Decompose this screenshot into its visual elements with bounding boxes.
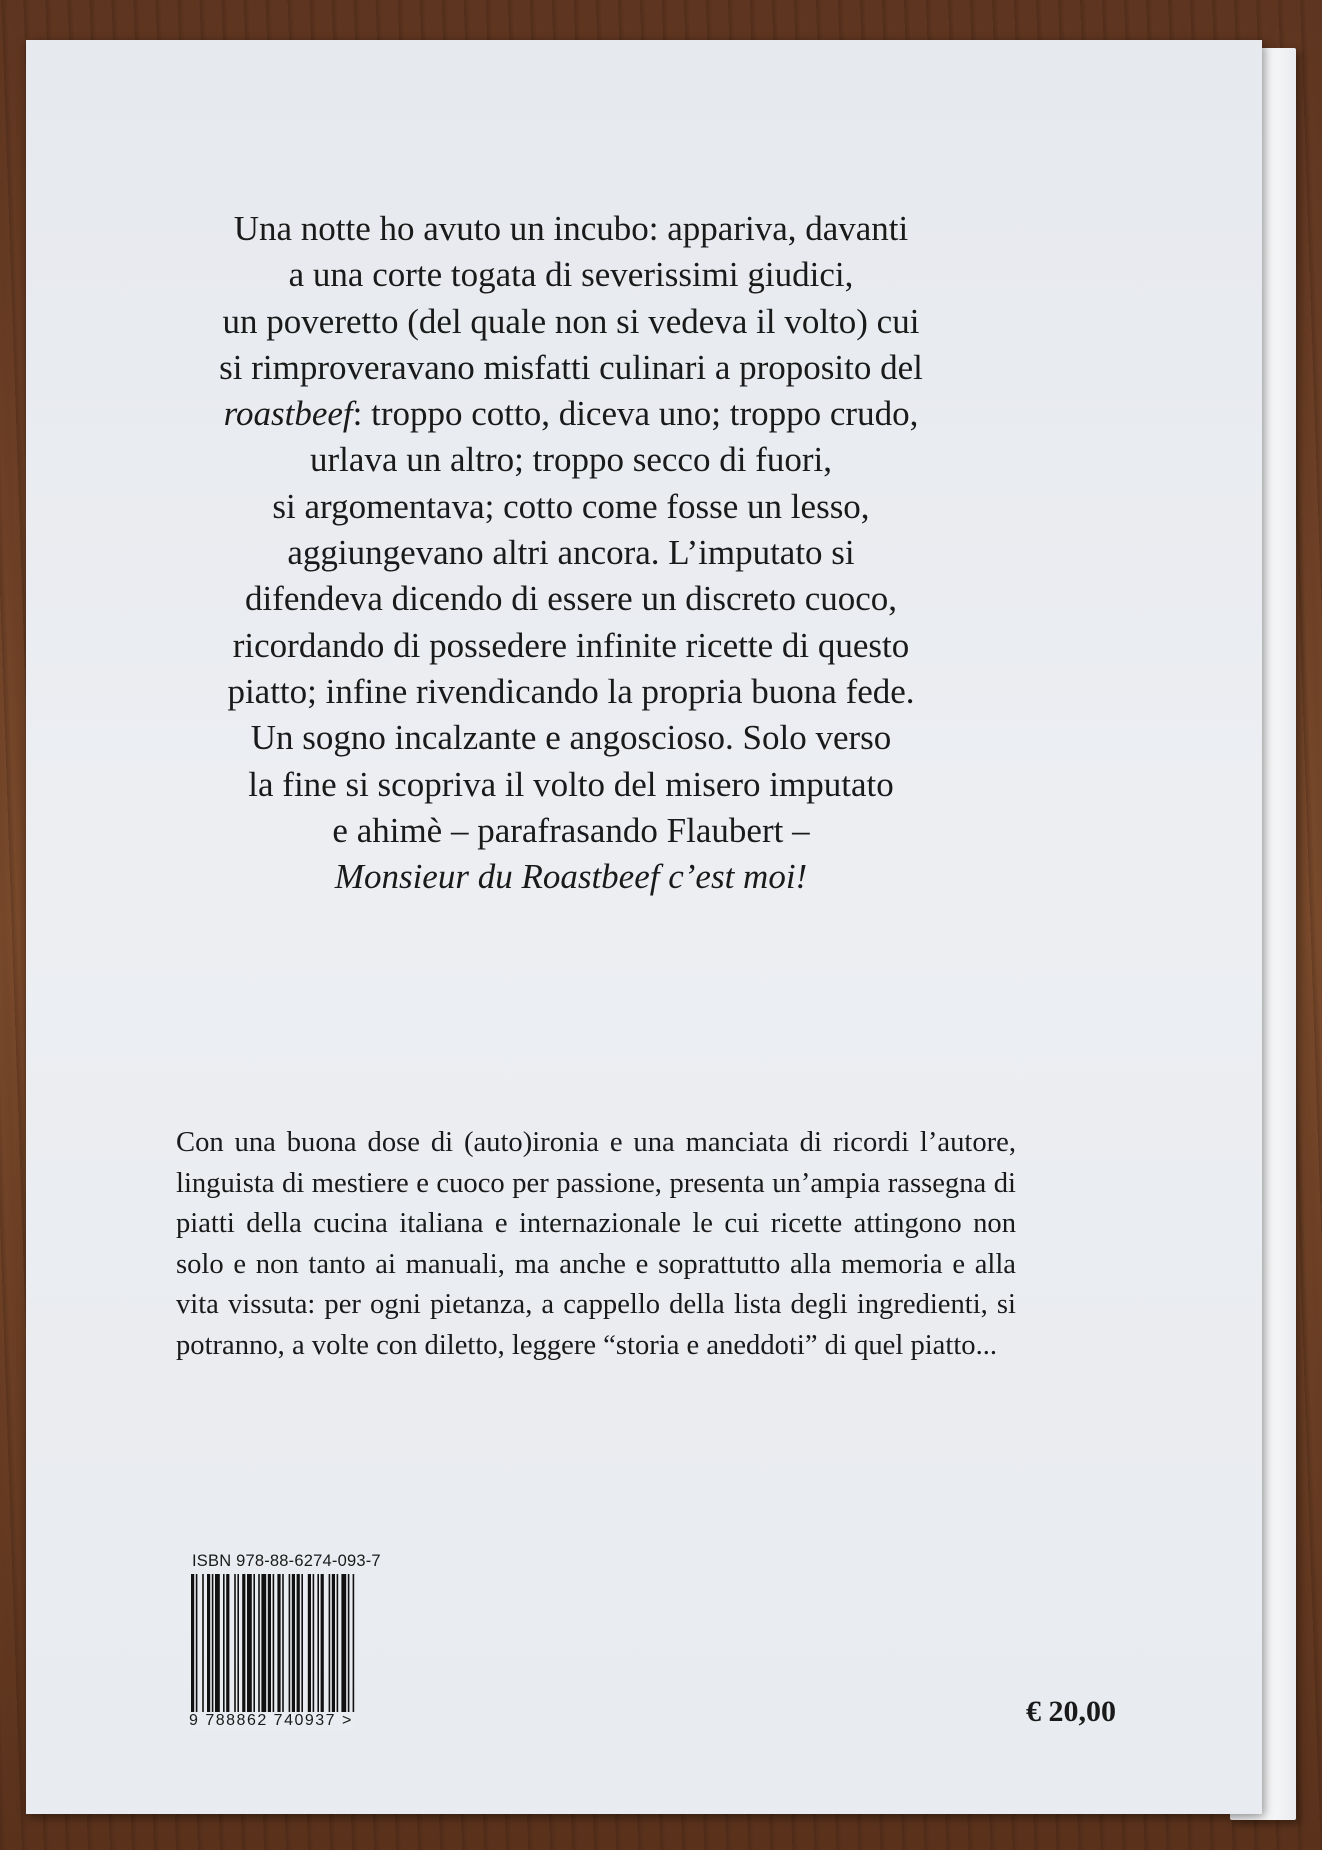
blurb-line: difendeva dicendo di essere un discreto cuoco, xyxy=(244,579,898,619)
blurb-line: ricordando di possedere infinite ricette di questo xyxy=(232,625,910,665)
blurb-line: la fine si scopriva il volto del misero imputato xyxy=(248,764,894,804)
cover-blurb xyxy=(216,206,926,900)
blurb-italic-closing: Monsieur du Roastbeef c’est moi! xyxy=(334,857,808,897)
blurb-line: aggiungevano altri ancora. L’imputato si xyxy=(287,533,855,573)
book-back-cover xyxy=(26,40,1262,1814)
blurb-line: : troppo cotto, diceva uno; troppo crudo, xyxy=(352,394,919,434)
blurb-line: si argomentava; cotto come fosse un lesso, xyxy=(272,486,870,526)
blurb-line: a una corte togata di severissimi giudici, xyxy=(288,255,854,295)
blurb-line: Una notte ho avuto un incubo: appariva, davanti xyxy=(233,209,909,248)
price-label: € 20,00 xyxy=(1026,1695,1116,1728)
barcode-icon xyxy=(189,1574,399,1729)
blurb-line: urlava un altro; troppo secco di fuori, xyxy=(310,440,832,480)
blurb-line: e ahimè – parafrasando Flaubert – xyxy=(332,810,810,850)
barcode-digits: 9 788862 740937 > xyxy=(189,1712,353,1729)
book-description: Con una buona dose di (auto)ironia e una manciata di ricordi l’autore, linguista di mestiere e cuoco per passione, presenta un’ampia rassegna di piatti della cucina italiana e internazionale le cui ricette attingono non solo e non tanto ai manuali, ma anche e soprattutto alla memoria e alla vita vissuta: per ogni pietanza, a cappello della lista degli ingredienti, si potranno, a volte con diletto, leggere “storia e aneddoti” di quel piatto... xyxy=(176,1127,1016,1361)
blurb-line: un poveretto (del quale non si vedeva il volto) cui xyxy=(222,301,920,341)
isbn-label: ISBN 978-88-6274-093-7 xyxy=(192,1552,381,1570)
blurb-line: Un sogno incalzante e angoscioso. Solo verso xyxy=(250,718,892,758)
blurb-line: si rimproveravano misfatti culinari a proposito del xyxy=(219,347,923,387)
blurb-italic-roastbeef: roastbeef xyxy=(223,394,353,434)
blurb-line: piatto; infine rivendicando la propria buona fede. xyxy=(227,671,915,711)
